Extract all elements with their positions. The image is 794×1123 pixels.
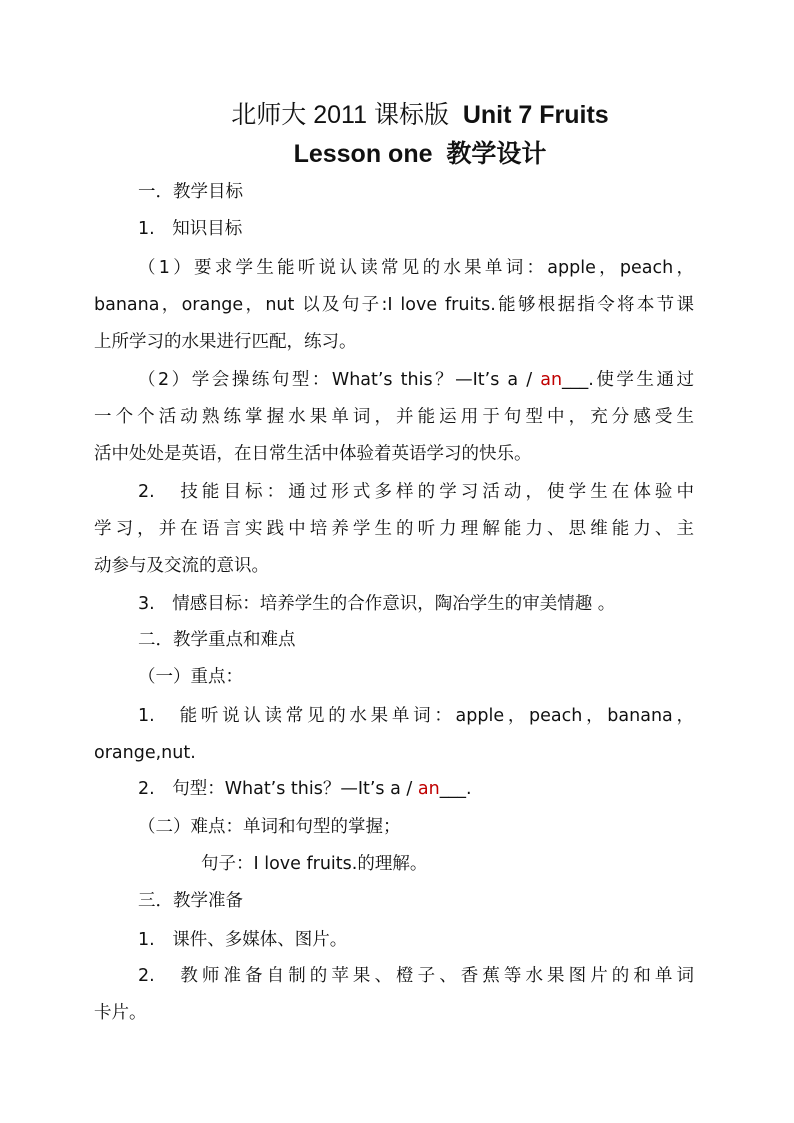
section-1-p1-line-3: 上所学习的水果进行匹配，练习。 bbox=[94, 332, 357, 352]
section-2-heading: 二．教学重点和难点 bbox=[138, 630, 296, 650]
item2-red-an: an bbox=[417, 779, 440, 799]
title-line-2 bbox=[0, 138, 794, 170]
section-1-item-2-line-3: 动参与及交流的意识。 bbox=[94, 556, 269, 576]
item2-text-b: ___. bbox=[439, 779, 472, 799]
section-2-sub-1: （一）重点： bbox=[138, 667, 243, 687]
section-2-sub-2: （二）难点：单词和句型的掌握； bbox=[138, 817, 401, 837]
section-2-item-1-line-1: 1. 能听说认读常见的水果单词：apple，peach，banana， bbox=[138, 706, 694, 726]
p2-red-an: an bbox=[540, 370, 563, 390]
section-3-item-2-line-2: 卡片。 bbox=[94, 1003, 147, 1023]
section-1-p2-line-1 bbox=[138, 368, 694, 392]
section-1-item-2-line-1: 2. 技能目标：通过形式多样的学习活动，使学生在体验中 bbox=[138, 482, 694, 502]
title-cn: 北师大 2011 课标版 bbox=[231, 101, 449, 129]
section-3-heading: 三．教学准备 bbox=[138, 891, 243, 911]
title-line-1 bbox=[0, 99, 794, 131]
p2-text-a: （2）学会操练句型：What’s this？—It’s a / bbox=[138, 370, 541, 390]
section-1-p2-line-3: 活中处处是英语，在日常生活中体验着英语学习的快乐。 bbox=[94, 444, 532, 464]
section-2-sentence: 句子：I love fruits.的理解。 bbox=[201, 854, 428, 874]
section-2-item-2 bbox=[138, 777, 472, 801]
title-lesson: Lesson one bbox=[293, 140, 433, 168]
section-1-heading: 一．教学目标 bbox=[138, 182, 243, 202]
title-unit: Unit 7 Fruits bbox=[462, 101, 609, 129]
item2-text-a: 2. 句型：What’s this？—It’s a / bbox=[138, 779, 418, 799]
p2-text-b: ___.使学生通过 bbox=[562, 370, 694, 390]
section-3-item-2-line-1: 2. 教师准备自制的苹果、橙子、香蕉等水果图片的和单词 bbox=[138, 966, 694, 986]
section-1-p1-line-1: （1）要求学生能听说认读常见的水果单词：apple，peach， bbox=[138, 258, 694, 278]
section-1-p2-line-2: 一个个活动熟练掌握水果单词，并能运用于句型中，充分感受生 bbox=[94, 407, 694, 427]
section-2-item-1-line-2: orange,nut. bbox=[94, 743, 196, 763]
title-design: 教学设计 bbox=[446, 140, 547, 168]
section-1-item-1: 1. 知识目标 bbox=[138, 219, 243, 239]
section-3-item-1: 1. 课件、多媒体、图片。 bbox=[138, 930, 348, 950]
section-1-item-2-line-2: 学习，并在语言实践中培养学生的听力理解能力、思维能力、主 bbox=[94, 519, 694, 539]
section-1-p1-line-2: banana，orange，nut 以及句子:I love fruits.能够根据指令将本节课 bbox=[94, 295, 694, 315]
section-1-item-3: 3. 情感目标：培养学生的合作意识，陶冶学生的审美情趣 。 bbox=[138, 594, 616, 614]
